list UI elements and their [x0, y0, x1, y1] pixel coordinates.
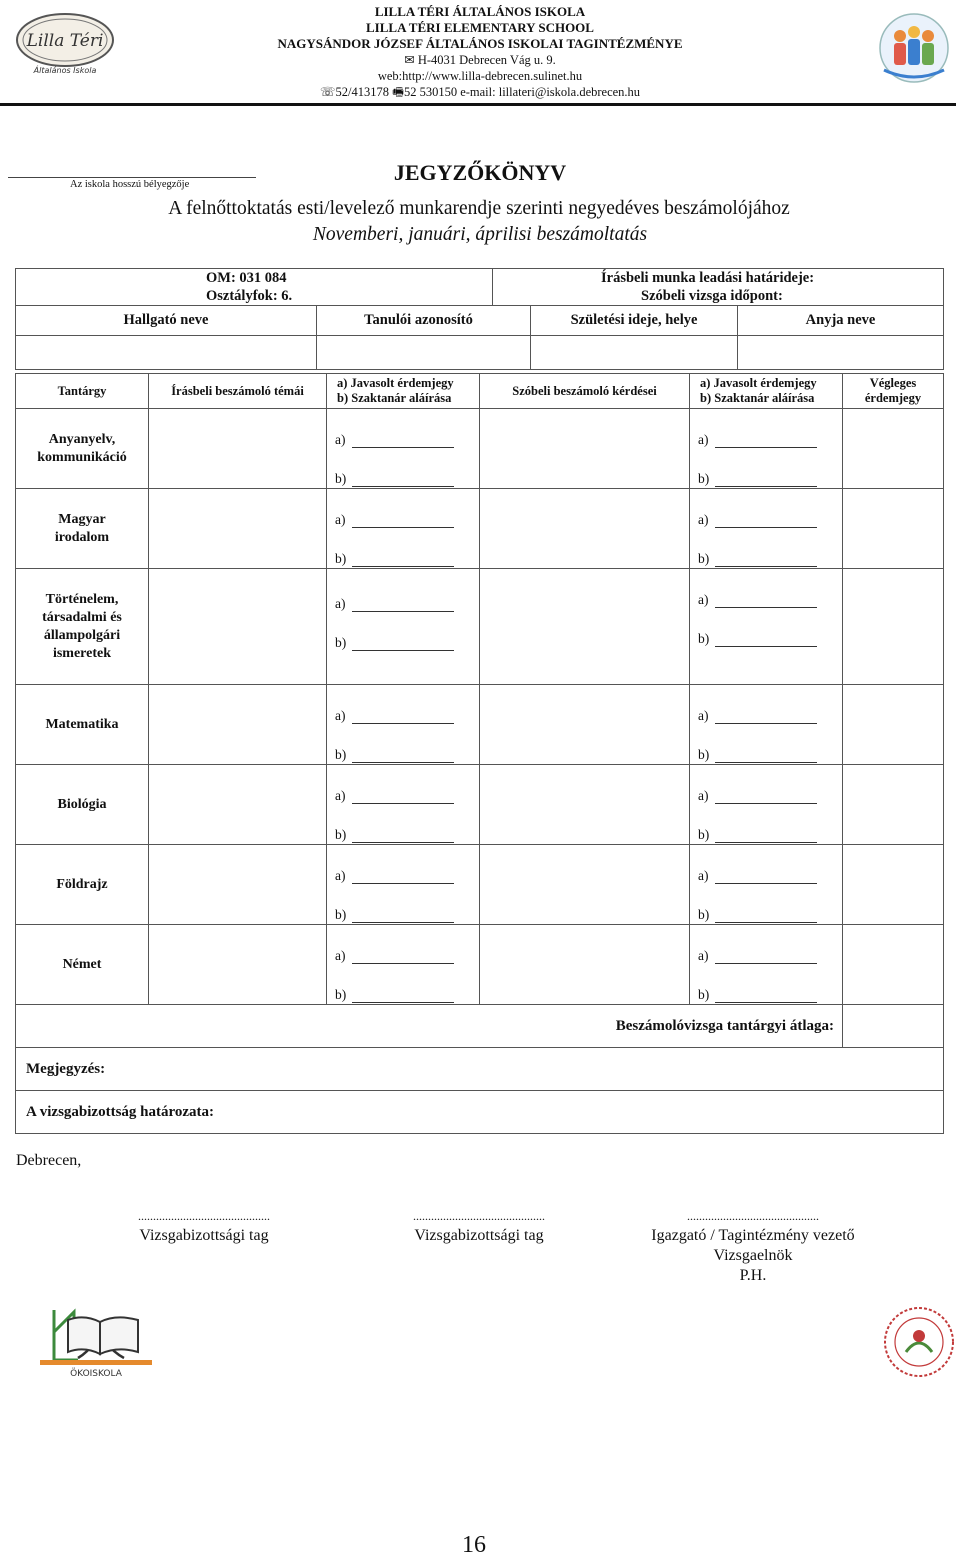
signature-head-role: Vizsgaelnök — [713, 1247, 793, 1264]
oral-questions-cell[interactable] — [480, 925, 690, 1005]
oral-grade-sign-cell[interactable]: a) b) — [690, 845, 843, 925]
signature-member-2-label: Vizsgabizottsági tag — [414, 1227, 544, 1244]
eco-school-logo — [38, 1302, 154, 1380]
written-grade-sign-cell[interactable]: a) b) — [327, 685, 480, 765]
header-grade-a: a) Javasolt érdemjegy — [337, 376, 454, 390]
document-title: JEGYZŐKÖNYV — [393, 160, 567, 185]
final-grade-cell[interactable] — [843, 845, 944, 925]
header-final-a: Végleges — [869, 376, 917, 390]
final-grade-cell[interactable] — [843, 765, 944, 845]
subject-cell: Földrajz — [16, 845, 149, 925]
signature-line: ............................................ — [138, 1209, 270, 1223]
final-grade-cell[interactable] — [843, 569, 944, 685]
header-oral-grade-a: a) Javasolt érdemjegy — [700, 376, 817, 390]
student-id-header: Tanulói azonosító — [317, 306, 531, 336]
student-id-field[interactable] — [317, 336, 531, 370]
signature-head — [632, 1206, 874, 1286]
om-grade-cell — [16, 269, 493, 306]
page-number: 16 — [462, 1532, 486, 1558]
oral-questions-cell[interactable] — [480, 489, 690, 569]
subject-cell: Anyanyelv, kommunikáció — [16, 409, 149, 489]
signature-member-2 — [375, 1206, 583, 1246]
oral-questions-cell[interactable] — [480, 685, 690, 765]
grade-level: Osztályfok: 6. — [206, 288, 293, 304]
letterhead-divider — [0, 103, 956, 106]
school-affiliation: NAGYSÁNDOR JÓZSEF ÁLTALÁNOS ISKOLAI TAGINTÉZMÉNYE — [277, 36, 683, 51]
written-topics-cell[interactable] — [149, 569, 327, 685]
place-label: Debrecen, — [16, 1152, 82, 1169]
written-topics-cell[interactable] — [149, 489, 327, 569]
birth-field[interactable] — [531, 336, 738, 370]
oral-grade-sign-cell[interactable]: a) b) — [690, 569, 843, 685]
written-topics-cell[interactable] — [149, 409, 327, 489]
header-grade-sign — [327, 374, 480, 409]
signature-head-title: Igazgató / Tagintézmény vezető — [651, 1227, 855, 1244]
mother-name-header: Anyja neve — [738, 306, 944, 336]
header-final-grade — [843, 374, 944, 409]
final-grade-cell[interactable] — [843, 685, 944, 765]
header-sign-b: b) Szaktanár aláírása — [337, 391, 452, 405]
oral-questions-cell[interactable] — [480, 845, 690, 925]
letterhead — [250, 4, 710, 100]
average-field[interactable] — [843, 1005, 944, 1048]
final-grade-cell[interactable] — [843, 489, 944, 569]
signature-member-1 — [100, 1206, 308, 1246]
header-oral-grade-sign — [690, 374, 843, 409]
remark-field[interactable]: Megjegyzés: — [16, 1048, 944, 1091]
table-row — [16, 489, 944, 569]
written-grade-sign-cell[interactable]: a) b) — [327, 569, 480, 685]
header-final-b: érdemjegy — [864, 391, 922, 405]
oral-grade-sign-cell[interactable]: a) b) — [690, 925, 843, 1005]
written-grade-sign-cell[interactable]: a) b) — [327, 489, 480, 569]
school-name-hu: LILLA TÉRI ÁLTALÁNOS ISKOLA — [374, 4, 586, 19]
award-logo — [880, 1304, 958, 1380]
document-subtitle-period: Novemberi, januári, áprilisi beszámoltatás — [312, 224, 648, 245]
written-grade-sign-cell[interactable]: a) b) — [327, 765, 480, 845]
written-grade-sign-cell[interactable]: a) b) — [327, 845, 480, 925]
svg-text:ÖKOISKOLA: ÖKOISKOLA — [70, 1369, 122, 1379]
written-topics-cell[interactable] — [149, 685, 327, 765]
student-info-table — [15, 268, 944, 370]
school-address: ✉ H-4031 Debrecen Vág u. 9. — [404, 53, 556, 67]
table-row — [16, 409, 944, 489]
final-grade-cell[interactable] — [843, 409, 944, 489]
average-label: Beszámolóvizsga tantárgyi átlaga: — [16, 1005, 843, 1048]
student-name-header: Hallgató neve — [16, 306, 317, 336]
written-topics-cell[interactable] — [149, 765, 327, 845]
subject-cell: Történelem, társadalmi és állampolgári ismeretek — [16, 569, 149, 685]
oral-grade-sign-cell[interactable]: a) b) — [690, 489, 843, 569]
svg-text:Általános Iskola: Általános Iskola — [33, 66, 97, 75]
written-deadline-label: Írásbeli munka leadási határideje: — [601, 270, 815, 286]
subject-cell: Biológia — [16, 765, 149, 845]
deadline-cell — [493, 269, 944, 306]
mother-name-field[interactable] — [738, 336, 944, 370]
written-grade-sign-cell[interactable]: a) b) — [327, 925, 480, 1005]
written-topics-cell[interactable] — [149, 845, 327, 925]
oral-grade-sign-cell[interactable]: a) b) — [690, 765, 843, 845]
signature-line: ............................................ — [687, 1209, 819, 1223]
stamp-place-label: P.H. — [739, 1267, 767, 1284]
table-row — [16, 569, 944, 685]
written-grade-sign-cell[interactable]: a) b) — [327, 409, 480, 489]
decision-field[interactable]: A vizsgabizottság határozata: — [16, 1091, 944, 1134]
oral-questions-cell[interactable] — [480, 569, 690, 685]
subject-cell: Matematika — [16, 685, 149, 765]
table-row — [16, 925, 944, 1005]
subject-cell: Német — [16, 925, 149, 1005]
final-grade-cell[interactable] — [843, 925, 944, 1005]
header-oral-sign-b: b) Szaktanár aláírása — [700, 391, 815, 405]
oral-grade-sign-cell[interactable]: a) b) — [690, 409, 843, 489]
svg-text:Lilla Téri: Lilla Téri — [26, 31, 104, 51]
school-name-en: LILLA TÉRI ELEMENTARY SCHOOL — [366, 20, 594, 35]
school-logo — [14, 10, 116, 76]
document-subtitle: A felnőttoktatás esti/levelező munkarendje szerinti negyedéves beszámolójához — [168, 198, 790, 219]
stamp-label: Az iskola hosszú bélyegzője — [70, 179, 190, 190]
table-row — [16, 685, 944, 765]
student-name-field[interactable] — [16, 336, 317, 370]
children-logo — [874, 10, 954, 86]
school-contact: ☏52/413178 🖷52 530150 e-mail: lillateri@iskola.debrecen.hu — [319, 85, 641, 99]
table-row — [16, 765, 944, 845]
table-row — [16, 845, 944, 925]
signature-line: ............................................ — [413, 1209, 545, 1223]
oral-questions-cell[interactable] — [480, 765, 690, 845]
grades-table — [15, 373, 944, 1134]
oral-questions-cell[interactable] — [480, 409, 690, 489]
subject-cell: Magyar irodalom — [16, 489, 149, 569]
signature-member-1-label: Vizsgabizottsági tag — [139, 1227, 269, 1244]
header-subject: Tantárgy — [16, 374, 149, 409]
oral-grade-sign-cell[interactable]: a) b) — [690, 685, 843, 765]
oral-date-label: Szóbeli vizsga időpont: — [641, 288, 783, 304]
written-topics-cell[interactable] — [149, 925, 327, 1005]
header-written-topics: Írásbeli beszámoló témái — [149, 374, 327, 409]
birth-header: Születési ideje, helye — [531, 306, 738, 336]
om-number: OM: 031 084 — [206, 270, 287, 286]
header-oral-questions: Szóbeli beszámoló kérdései — [480, 374, 690, 409]
school-web: web:http://www.lilla-debrecen.sulinet.hu — [377, 69, 583, 83]
